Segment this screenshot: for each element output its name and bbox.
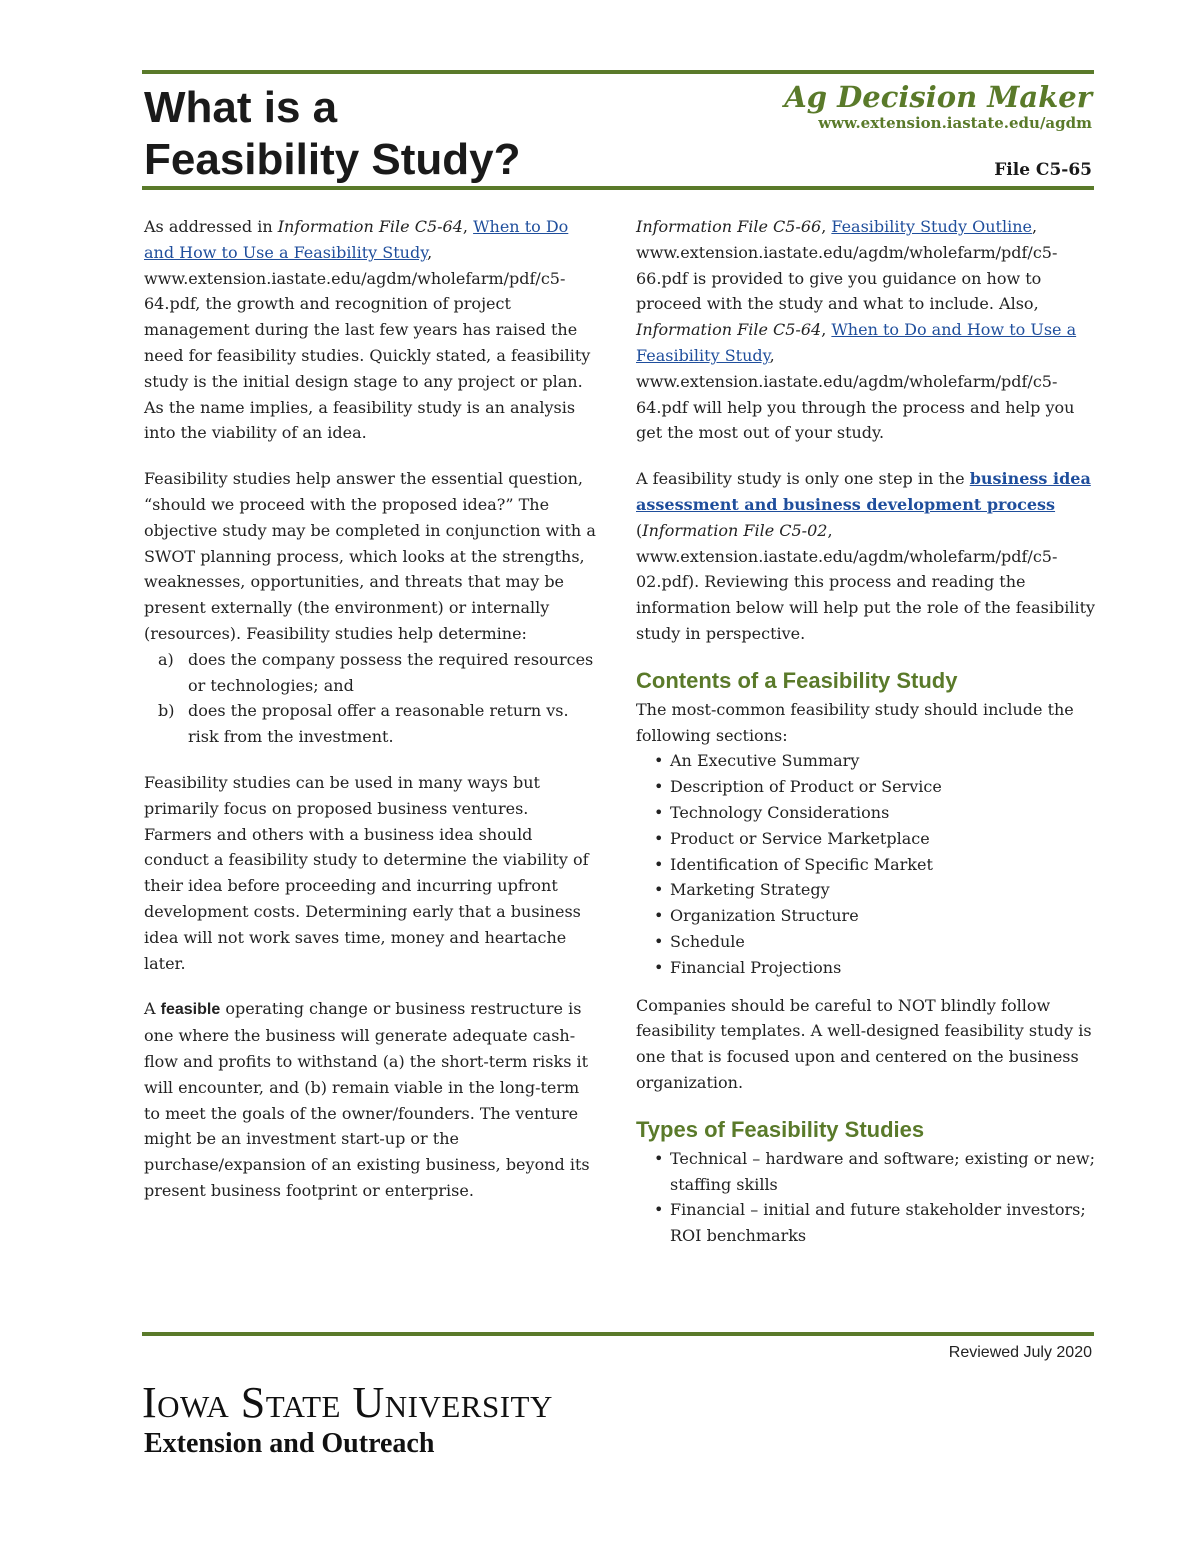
file-id: File C5-65 [994,160,1092,180]
text: operating change or business restructure is one where the business will generate adequate cash-flow and profits to withstand (a) the short-term risks it will encounter, and (b) remain viable in the long-term to meet the goals of the owner/founders. The venture might be an investment start-up or the purchase/expansion of an existing business, beyond its present business footprint or enterprise. [144,999,590,1200]
text: , [462,217,474,236]
list-item: • Technical – hardware and software; existing or new; staffing skills [636,1146,1096,1198]
list-item [144,698,600,750]
heading-contents: Contents of a Feasibility Study [636,667,958,693]
list-item: • Technology Considerations [636,800,1096,826]
text: ( [636,520,643,540]
process-paragraph [636,466,1096,647]
contents-list [636,748,1096,980]
link-when-to-do[interactable]: When to Do and How to Use a Feasibility Study [636,320,1077,365]
text: As addressed in [144,217,278,236]
link-business-process[interactable]: business idea assessment and business development process [636,469,1091,514]
determine-list [144,647,600,750]
info-file-ref: Information File C5-66 [636,217,822,236]
list-item-text: does the company possess the required resources or technologies; and [188,649,594,695]
left-column [144,214,600,1224]
heading-types: Types of Feasibility Studies [636,1116,925,1142]
footer-rule [142,1332,1094,1336]
paragraph-uses: Feasibility studies can be used in many ways but primarily focus on proposed business ventures. Farmers and others with a business idea should conduct a feasibility study to determine the viability of their idea before proceeding and incurring upfront development costs. Determining early that a business idea will not work saves time, money and heartache later. [144,772,589,973]
templates-paragraph: Companies should be careful to NOT blindly follow feasibility templates. A well-designed feasibility study is one that is focused upon and centered on the business organization. [636,995,1092,1092]
types-list [636,1146,1096,1249]
text: A [144,999,161,1019]
header-rule [142,186,1094,190]
brand-url: www.extension.iastate.edu/agdm [818,114,1092,132]
intro-paragraph [144,214,600,446]
list-marker: a) [158,649,174,669]
text: , [821,320,832,340]
text: , www.extension.iastate.edu/agdm/wholefarm/pdf/c5-64.pdf, the growth and recognition of project management during the last few years has raised the need for feasibility studies. Quickly stated, a feasibility study is the initial design stage to any project or plan. As the name implies, a feasibility study is an analysis into the viability of an idea. [144,242,591,443]
paragraph-feasible [144,996,600,1203]
top-rule [142,70,1094,74]
text: A feasibility study is only one step in the [636,469,970,489]
brand-name: Ag Decision Maker [784,80,1092,114]
text: , www.extension.iastate.edu/agdm/wholefarm/pdf/c5-66.pdf is provided to give you guidance on how to proceed with the study and what to include. Also, [636,217,1058,314]
title-line-1: What is a [144,83,338,132]
link-when-to-do[interactable]: When to Do and How to Use a Feasibility Study [144,217,569,262]
list-item: • Organization Structure [636,903,1096,929]
list-item: • Product or Service Marketplace [636,826,1096,852]
right-column [636,214,1096,1261]
university-logo-text: Iowa State University [142,1378,553,1427]
text: , www.extension.iastate.edu/agdm/wholefarm/pdf/c5-64.pdf will help you through the process and help you get the most out of your study. [636,345,1075,443]
info-file-ref: Information File C5-64 [277,217,463,236]
text: , [821,217,832,236]
university-unit: Extension and Outreach [144,1428,435,1459]
bold-term: feasible [160,1001,221,1019]
list-item [144,647,600,699]
list-item: • Financial Projections [636,955,1096,981]
list-item: • Financial – initial and future stakeholder investors; ROI benchmarks [636,1197,1096,1249]
list-item-text: does the proposal offer a reasonable return vs. risk from the investment. [188,701,569,747]
list-item: • Identification of Specific Market [636,852,1096,878]
title-line-2: Feasibility Study? [144,135,521,184]
contents-intro: The most-common feasibility study should include the following sections: [636,699,1074,745]
list-item: • Schedule [636,929,1096,955]
text: , www.extension.iastate.edu/agdm/wholefarm/pdf/c5-02.pdf). Reviewing this process and reading the information below will help put the role of the feasibility study in perspective. [636,520,1096,643]
list-marker: b) [158,701,175,721]
outline-paragraph [636,214,1096,446]
page-title [144,82,521,186]
list-item: • An Executive Summary [636,748,1096,774]
list-item: • Description of Product or Service [636,774,1096,800]
list-item: • Marketing Strategy [636,877,1096,903]
info-file-ref: Information File C5-64 [636,320,822,340]
info-file-ref: Information File C5-02 [642,520,828,540]
reviewed-date: Reviewed July 2020 [948,1344,1092,1361]
link-feasibility-outline[interactable]: Feasibility Study Outline [831,217,1032,236]
paragraph-feasibility-questions: Feasibility studies help answer the essential question, “should we proceed with the proposed idea?” The objective study may be completed in conjunction with a SWOT planning process, which looks at the strengths, weaknesses, opportunities, and threats that may be present externally (the environment) or internally (resources). Feasibility studies help determine: [144,469,596,643]
